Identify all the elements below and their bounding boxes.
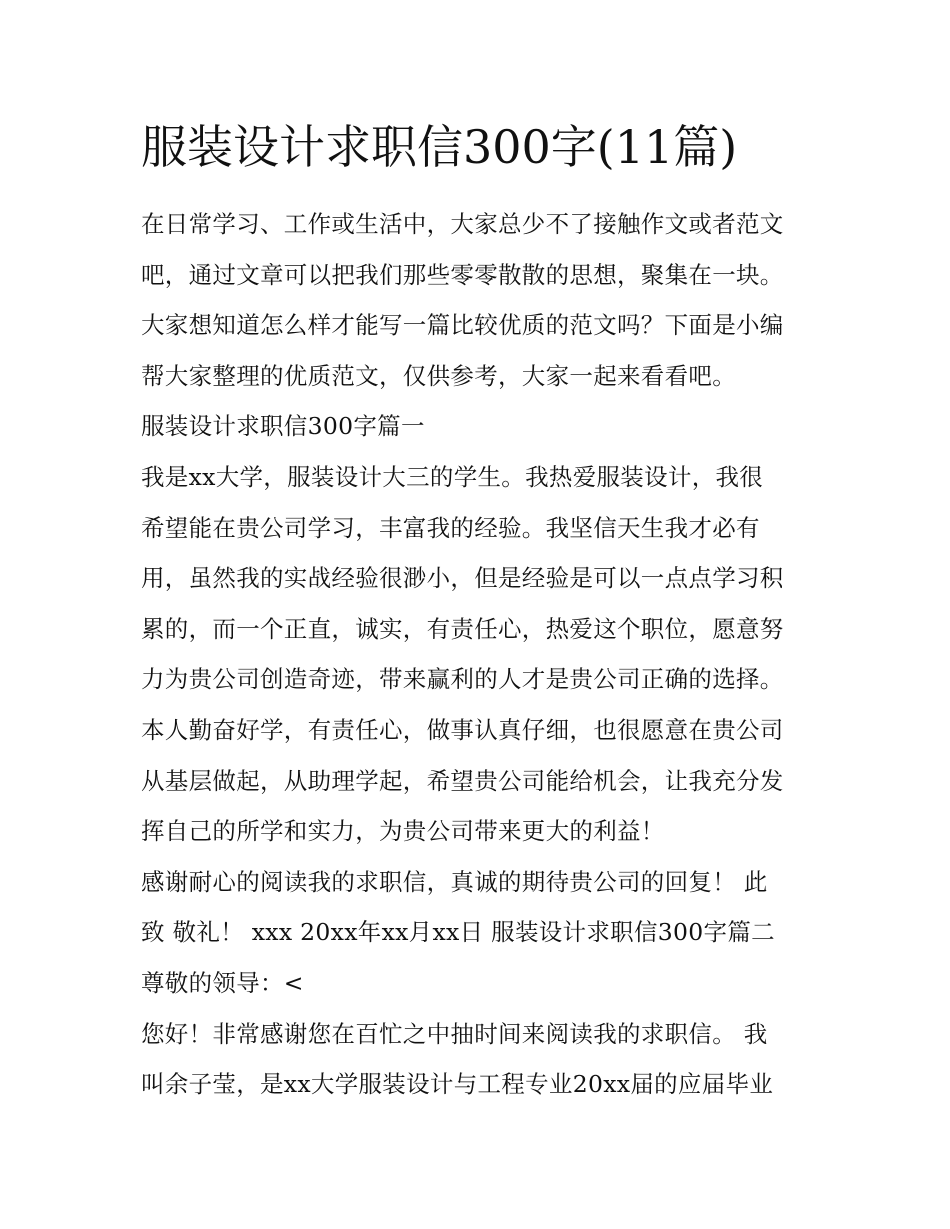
body-line: 您好！非常感谢您在百忙之中抽时间来阅读我的求职信。 我: [141, 1019, 768, 1048]
body-line: 力为贵公司创造奇迹，带来赢利的人才是贵公司正确的选择。: [141, 665, 784, 694]
body-line: 从基层做起，从助理学起，希望贵公司能给机会，让我充分发: [141, 766, 784, 795]
body-line: 吧，通过文章可以把我们那些零零散散的思想，聚集在一块。: [141, 260, 784, 289]
body-line: 在日常学习、工作或生活中，大家总少不了接触作文或者范文: [141, 210, 784, 238]
body-line: 大家想知道怎么样才能写一篇比较优质的范文吗？下面是小编: [141, 311, 784, 340]
body-line: 致 敬礼！ xxx 20xx年xx月xx日 服装设计求职信300字篇二: [141, 918, 775, 947]
body-line: 用，虽然我的实战经验很渺小，但是经验是可以一点点学习积: [141, 564, 784, 593]
body-line: 感谢耐心的阅读我的求职信，真诚的期待贵公司的回复！ 此: [141, 867, 768, 896]
body-line: 累的，而一个正直，诚实，有责任心，热爱这个职位，愿意努: [141, 614, 784, 643]
body-line: 我是xx大学，服装设计大三的学生。我热爱服装设计，我很: [141, 462, 764, 491]
body-line: 帮大家整理的优质范文，仅供参考，大家一起来看看吧。: [141, 361, 736, 390]
body-line: 希望能在贵公司学习，丰富我的经验。我坚信天生我才必有: [141, 513, 760, 542]
document-body: [141, 199, 821, 1110]
body-line: 挥自己的所学和实力，为贵公司带来更大的利益！: [141, 817, 665, 846]
body-line: 尊敬的领导：<: [141, 968, 304, 997]
body-line: 本人勤奋好学，有责任心，做事认真仔细，也很愿意在贵公司: [141, 715, 784, 744]
body-line: 叫余子莹，是xx大学服装设计与工程专业20xx届的应届毕业: [141, 1070, 774, 1099]
document-title: 服装设计求职信300字(11篇): [141, 120, 738, 174]
section-heading: 服装设计求职信300字篇一: [141, 412, 425, 441]
